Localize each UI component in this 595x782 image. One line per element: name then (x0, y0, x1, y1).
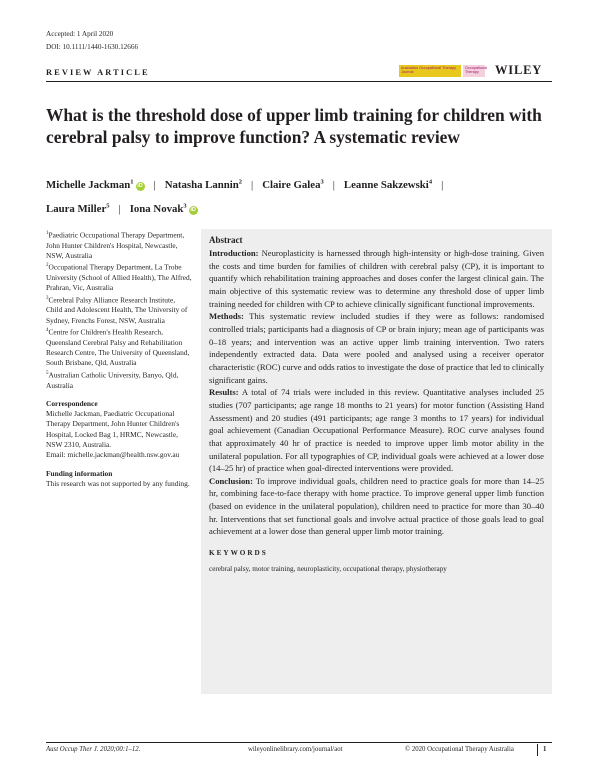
author-4[interactable] (344, 179, 432, 191)
keywords-heading: KEYWORDS (209, 549, 268, 558)
affiliation (46, 294, 192, 326)
affiliation-text: Occupational Therapy Department, La Trobe University (School of Allied Health), The Alfred, Prahran, Vic, Australia (46, 262, 192, 293)
section-label: Results: (209, 387, 239, 398)
affiliation (46, 369, 192, 391)
author-list (46, 171, 546, 220)
sidebar-info (46, 229, 192, 489)
page-number: 1 (543, 746, 547, 753)
author-name: Iona Novak (129, 203, 184, 216)
author-1[interactable] (46, 179, 145, 191)
section-text: Neuroplasticity is harnessed through high-intensity or high-dose training. Given the costs and time burden for families of children with cerebral palsy (CP), it is important to quantify which rehabilitation training approaches and doses confer the largest clinical gain. The main objective of this systematic review was to determine any threshold dose of upper limb training needed for children with CP to achieve clinically significant functional improvements. (209, 248, 544, 309)
author-name: Natasha Lannin (164, 178, 239, 191)
author-affiliation-number: 3 (183, 202, 187, 210)
author-affiliation-number: 3 (320, 178, 324, 185)
badge-line1: Occupational (465, 65, 488, 70)
section-text: To improve individual goals, children need to practice goals for more than 14–25 hr, combining face-to-face therapy with home practice. To improve general upper limb function (based on evidence in the unilateral population), children need to practice for more than 30–40 hr. Interventions that set functional goals and involve actual practice of those goals lead to goal achievement at a lower dose than general upper limb motor training. (209, 475, 544, 537)
section-label: Conclusion: (209, 475, 253, 486)
affiliation-number: 3 (46, 295, 49, 301)
badge-line2: Therapy (465, 69, 479, 74)
author-separator: | (118, 203, 121, 216)
funding-heading: Funding information (46, 468, 113, 478)
affiliation-number: 1 (46, 231, 49, 236)
author-separator: | (251, 178, 254, 191)
article-title: What is the threshold dose of upper limb training for children with cerebral palsy to improve function? A systematic review (46, 105, 542, 147)
author-name: Laura Miller (46, 203, 107, 216)
abstract-conclusion (209, 475, 544, 538)
ot-badge-logo (463, 65, 488, 77)
affiliation-text: Paediatric Occupational Therapy Department, John Hunter Children's Hospital, Newcastle, NSW, Australia (46, 230, 185, 261)
abstract-heading: Abstract (209, 235, 243, 245)
abstract-results (209, 386, 544, 475)
footer-citation: Aust Occup Ther J. 2020;00:1–12. (46, 746, 141, 753)
footer-divider (46, 742, 552, 743)
affiliation-text: Centre for Children's Health Research, Queensland Cerebral Palsy and Rehabilitation Research Centre, The University of Queensland, South Brisbane, Qld, Australia (46, 327, 190, 368)
wiley-logo[interactable]: WILEY (495, 63, 543, 77)
keywords-list: cerebral palsy, motor training, neuroplasticity, occupational therapy, physiotherapy (209, 564, 447, 573)
author-6[interactable] (130, 203, 198, 215)
publisher-logos (399, 63, 542, 78)
abstract-methods (209, 310, 544, 386)
author-affiliation-number: 5 (106, 202, 110, 210)
correspondence-heading: Correspondence (46, 398, 98, 408)
author-name: Claire Galea (262, 178, 321, 191)
affiliation-number: 4 (46, 328, 49, 334)
affiliation-number: 5 (46, 370, 49, 376)
journal-logo[interactable] (399, 65, 461, 77)
accepted-date: Accepted: 1 April 2020 (46, 30, 114, 38)
abstract-introduction (209, 247, 544, 310)
section-label: Methods: (209, 311, 244, 322)
page-number-divider (537, 744, 538, 756)
article-type: REVIEW ARTICLE (46, 68, 150, 77)
author-3[interactable] (262, 179, 324, 191)
author-separator: | (332, 178, 335, 191)
author-separator: | (441, 178, 444, 191)
author-affiliation-number: 1 (130, 178, 134, 185)
footer-url[interactable]: wileyonlinelibrary.com/journal/aot (248, 746, 343, 753)
journal-logo-line2: Journal (401, 69, 414, 74)
footer-copyright: © 2020 Occupational Therapy Australia (405, 746, 514, 753)
abstract-box (201, 229, 552, 694)
affiliation (46, 326, 192, 369)
correspondence-email[interactable]: Email: michelle.jackman@health.nsw.gov.au (46, 450, 180, 460)
author-affiliation-number: 2 (238, 178, 243, 185)
affiliation (46, 261, 192, 293)
section-text: This systematic review included studies if they were as follows: randomised controlled trials; participants had a diagnosis of CP or brain injury; mean age of participants was 0–18 years; and intervention was an active upper limb training intervention. Two raters independently extracted data. Data were pooled and analysed using a receiver operator characteristic (ROC) curve and odds ratios to investigate the dose of practice that led to clinically significant gains. (209, 311, 544, 385)
section-label: Introduction: (209, 248, 259, 258)
affiliation-text: Cerebral Palsy Alliance Research Institute, Child and Adolescent Health, The University of Sydney, Frenchs Forest, NSW, Australia (46, 295, 188, 325)
author-separator: | (153, 178, 156, 191)
author-2[interactable] (165, 179, 242, 191)
author-name: Michelle Jackman (46, 178, 131, 191)
doi: DOI: 10.1111/1440-1630.12666 (46, 43, 139, 51)
orcid-icon[interactable]: iD (137, 182, 143, 189)
journal-logo-line1: Australian Occupational Therapy (401, 65, 457, 70)
affiliation-number: 2 (46, 263, 49, 269)
affiliation (46, 229, 192, 261)
author-name: Leanne Sakzewski (343, 178, 429, 191)
author-affiliation-number: 4 (428, 178, 433, 185)
header-divider (46, 81, 552, 82)
author-5[interactable] (46, 203, 110, 215)
affiliation-text: Australian Catholic University, Banyo, Qld, Australia (46, 370, 179, 390)
funding-text: This research was not supported by any funding. (46, 478, 190, 488)
orcid-icon[interactable]: iD (190, 207, 196, 214)
section-text: A total of 74 trials were included in this review. Quantitative analyses included 25 studies (707 participants; age range 18 months to 21 years) for motor function (Assisting Hand Assessment) and 20 studies (491 participants; age range 3 months to 17 years) for individual goal achievement (Canadian Occupational Performance Measure). ROC curve analyses found that approximately 40 hr of practice is needed to improve upper limb motor ability in the unilateral population. For all typographies of CP, individual goals were achieved at a lower dose (14–25 hr) of practice when goal-directed interventions were provided. (209, 387, 544, 474)
correspondence-text: Michelle Jackman, Paediatric Occupational Therapy Department, John Hunter Children's Hospital, Locked Bag 1, HRMC, Newcastle, NSW 2310, Australia. (46, 409, 180, 449)
